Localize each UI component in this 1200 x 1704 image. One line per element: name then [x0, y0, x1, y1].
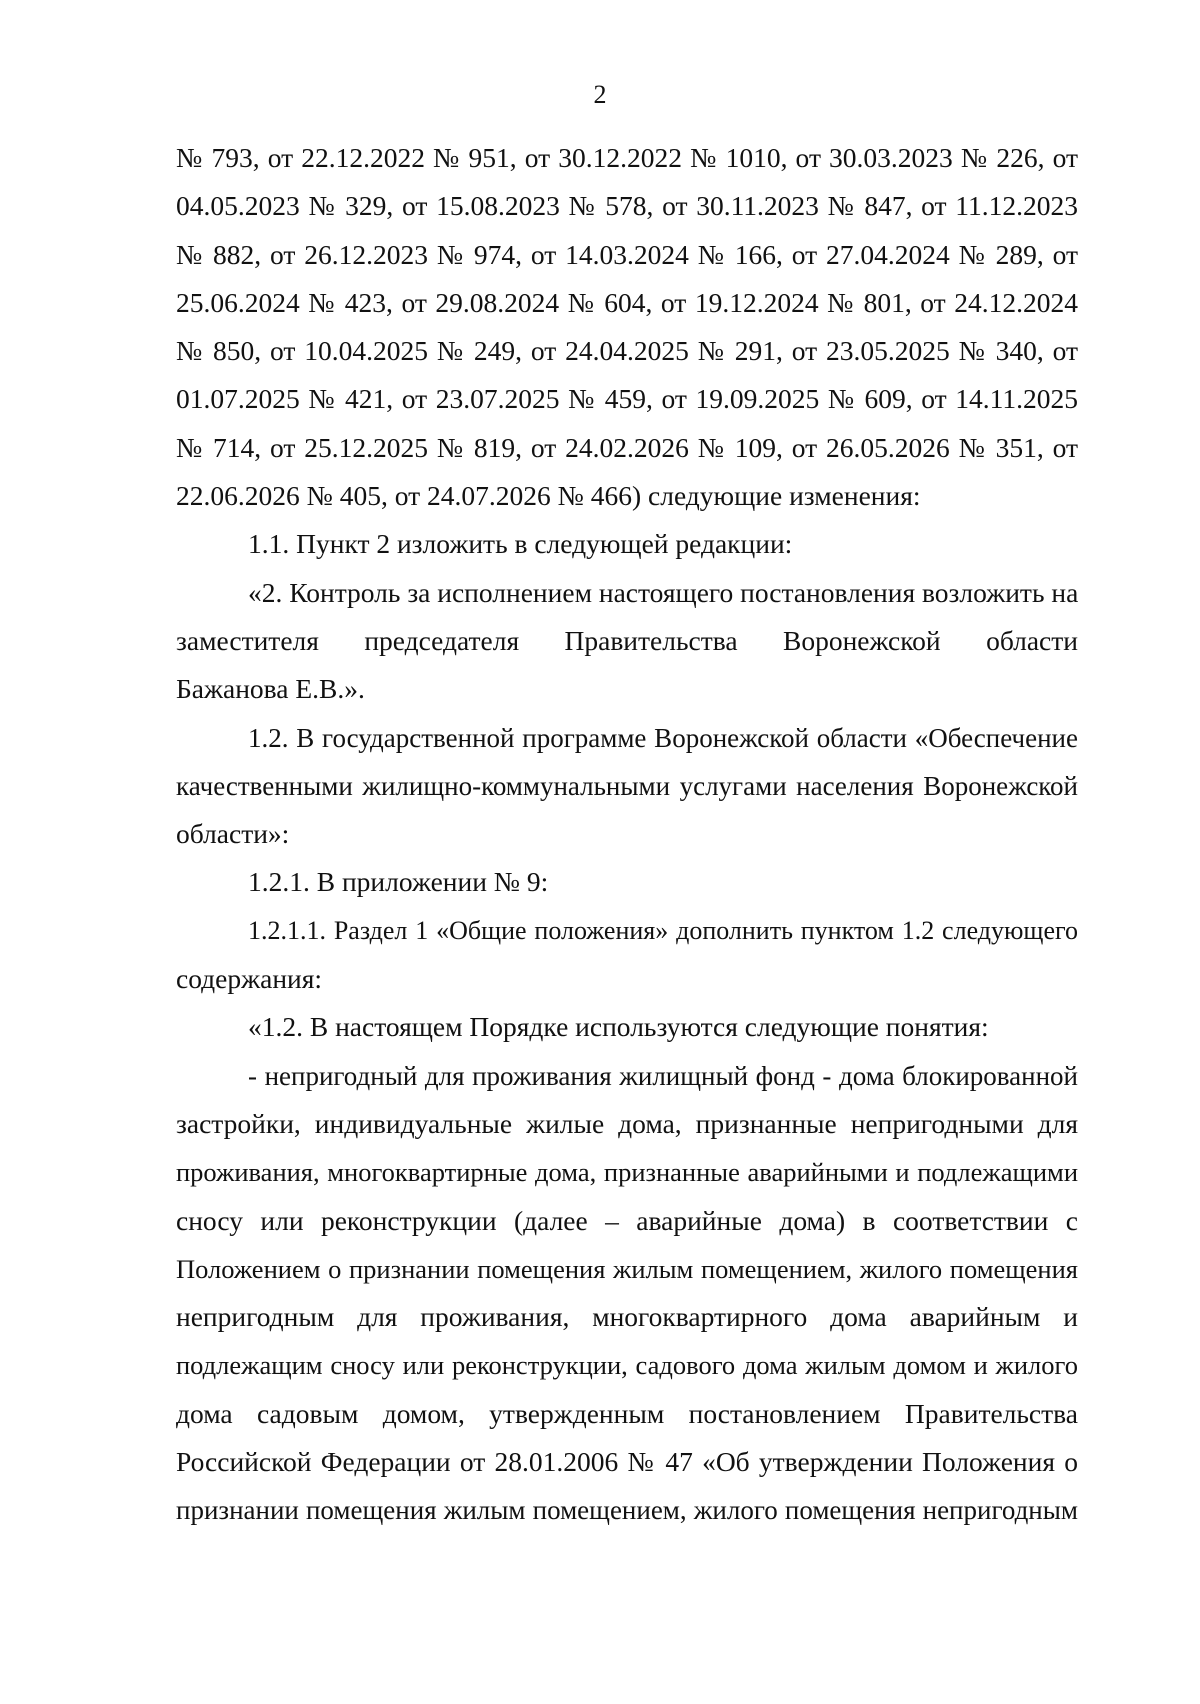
text-line: 1.1. Пункт 2 изложить в следующей редакции: — [248, 528, 793, 560]
text-line: 25.06.2024 № 423, от 29.08.2024 № 604, от 19.12.2024 № 801, от 24.12.2024 — [176, 286, 1078, 318]
text-line: дома садовым домом, утвержденным постановлением Правительства — [176, 1397, 1078, 1429]
text-line: № 882, от 26.12.2023 № 974, от 14.03.2024 № 166, от 27.04.2024 № 289, от — [176, 238, 1078, 270]
text-line: содержания: — [176, 963, 323, 995]
text-line: признании помещения жилым помещением, жилого помещения непригодным — [176, 1495, 1078, 1526]
text-line: застройки, индивидуальные жилые дома, признанные непригодными для — [176, 1107, 1078, 1139]
text-line: 04.05.2023 № 329, от 15.08.2023 № 578, от 30.11.2023 № 847, от 11.12.2023 — [176, 190, 1078, 222]
text-line: непригодным для проживания, многоквартирного дома аварийным и — [176, 1301, 1078, 1333]
text-line: проживания, многоквартирные дома, признанные аварийными и подлежащими — [176, 1157, 1078, 1188]
text-line: Бажанова Е.В.». — [176, 673, 365, 705]
text-line: «2. Контроль за исполнением настоящего постановления возложить на — [248, 576, 1079, 608]
text-line: Положением о признании помещения жилым помещением, жилого помещения — [176, 1253, 1078, 1284]
text-line: заместителя председателя Правительства Воронежской области — [176, 624, 1078, 656]
text-line: 01.07.2025 № 421, от 23.07.2025 № 459, от 19.09.2025 № 609, от 14.11.2025 — [176, 383, 1078, 415]
text-line: сносу или реконструкции (далее – аварийные дома) в соответствии с — [176, 1204, 1078, 1236]
text-line: 1.2. В государственной программе Воронежской области «Обеспечение — [248, 722, 1078, 753]
text-line: 1.2.1. В приложении № 9: — [248, 866, 549, 898]
text-line: 1.2.1.1. Раздел 1 «Общие положения» дополнить пунктом 1.2 следующего — [248, 915, 1078, 945]
text-line: «1.2. В настоящем Порядке используются следующие понятия: — [248, 1011, 989, 1043]
text-line: Российской Федерации от 28.01.2006 № 47 «Об утверждении Положения о — [176, 1446, 1078, 1478]
text-line: 22.06.2026 № 405, от 24.07.2026 № 466) следующие изменения: — [176, 480, 921, 512]
text-line: подлежащим сносу или реконструкции, садового дома жилым домом и жилого — [176, 1350, 1078, 1381]
text-line: № 850, от 10.04.2025 № 249, от 24.04.2025 № 291, от 23.05.2025 № 340, от — [176, 335, 1078, 367]
text-line: качественными жилищно-коммунальными услугами населения Воронежской — [176, 770, 1078, 801]
text-line: области»: — [176, 818, 290, 850]
text-line: № 714, от 25.12.2025 № 819, от 24.02.2026 № 109, от 26.05.2026 № 351, от — [176, 431, 1078, 463]
document-body — [176, 134, 1078, 1535]
text-line: - непригодный для проживания жилищный фонд - дома блокированной — [248, 1060, 1078, 1091]
text-line: № 793, от 22.12.2022 № 951, от 30.12.2022 № 1010, от 30.03.2023 № 226, от — [176, 142, 1078, 173]
page-number: 2 — [593, 80, 607, 109]
